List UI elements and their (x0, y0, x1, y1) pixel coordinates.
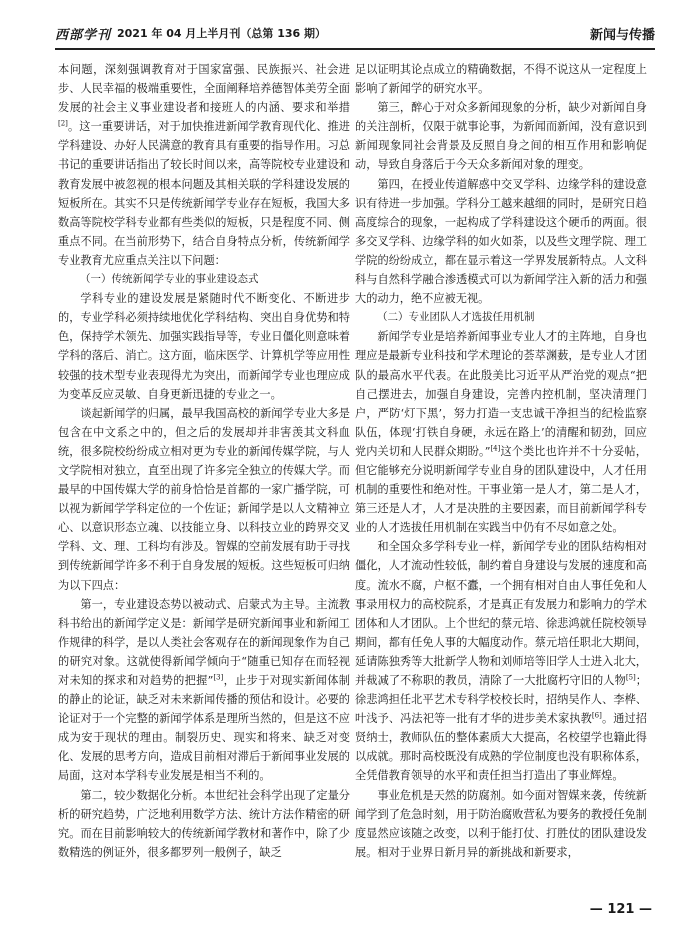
paragraph-text: 新闻学专业是培养新闻事业专业人才的主阵地，自身也理应是最新专业科技和学术理论的荟萃渊薮，是专业人才团队的最高水平代表。在此殷美比习近平从严治党的观点“把自己摆进去，加强自身建设，完善内控机制，坚决清理门户，严防‘灯下黑’，努力打造一支忠诚干净担当的纪检监察队伍，体现‘打铁自身硬，永远在路上’的清醒和韧劲，回应党内关切和人民群众期盼。” (355, 330, 647, 458)
body-paragraph (58, 60, 350, 270)
paragraph-text: 第一，专业建设态势以被动式、启蒙式为主导。主流教科书给出的新闻学定义是：新闻学是研究新闻事业和新闻工作规律的科学，是以人类社会客观存在的新闻现象作为自己的研究对象。这就使得新闻学倾向于“随重已知存在而轻视对未知的探求和对趋势的把握” (58, 597, 350, 687)
paragraph-text: 这个类比也许并不十分妥帖，但它能够充分说明新闻学专业自身的团队建设中，人才任用机制的重要性和绝对性。干事业第一是人才，第二是人才，第三还是人才，人才是决胜的主要因素，而目前新闻学科专业的人才选拔任用机制在实践当中仍有不尽如意之处。 (355, 444, 647, 535)
right-column (355, 60, 647, 862)
paragraph-text: 第四，在授业传道解惑中交叉学科、边缘学科的建设意识有待进一步加强。学科分工越来越细的同时，是研究日趋高度综合的现象，一起构成了学科建设这个硬币的两面。很多交叉学科、边缘学科的如火如荼，以及些文理学院、理工学院的纷纷成立，都在显示着这一学界发展新特点。人文科科与自然科学融合渗透模式可以为新闻学注入新的活力和强大的动力，绝不应被无视。 (355, 177, 647, 306)
paragraph-text: 本问题，深刻强调教育对于国家富强、民族振兴、社会进步、人民幸福的极端重要性，全面阐释培养德智体美劳全面发展的社会主义事业建设者和接班人的内涵、要求和举措 (58, 63, 350, 115)
paragraph-text: ；徐悲鸿担任北平艺术专科学校校长时，招纳吴作人、李桦、叶浅予、冯法祀等一批有才华的进步美术家执教 (355, 674, 647, 726)
left-column (58, 60, 350, 862)
section-heading: （一）传统新闻学专业的事业建设态式 (80, 273, 259, 286)
issue-info: 2021 年 04 月上半月刊（总第 136 期） (117, 27, 327, 40)
section-name: 新闻与传播 (589, 28, 655, 43)
citation-ref: [3] (213, 673, 224, 682)
body-paragraph (58, 404, 350, 595)
paragraph-text: ，止步于对现实新闻体制的静止的论证，缺乏对未来新闻传播的预估和设计。必要的论证对于一个完整的新闻学体系是理所当然的，但是这不应成为安于现状的理由。制裂历史、现实和将来、缺乏对变化、发展的思考方向，造成目前相对滞后于新闻事业发展的局面，这对本学科专业发展是相当不利的。 (58, 674, 350, 783)
body-paragraph (355, 60, 647, 98)
paragraph-text: 学科专业的建设发展是紧随时代不断变化、不断进步的，专业学科必须持续地优化学科结构、突出自身优势和特色，保持学术领先、加强实践指导等，专业日僵化则意味着学科的落后、消亡。这方面，临床医学、计算机学等应用性较强的技术型专业表现得尤为突出，而新闻学专业也理应成为变革反应灵敏、自身更新迅捷的专业之一。 (58, 292, 350, 401)
paragraph-text: 足以证明其论点成立的精确数据，不得不说这从一定程度上影响了新闻学的研究水平。 (355, 63, 647, 96)
paragraph-text: 。这一重要讲话，对于加快推进新闻学教育现代化、推进学科建设、办好人民满意的教育具有重要的指导作用。习总书记的重要讲话指出了较长时间以来，高等院校专业建设和教育发展中被忽视的根本问题及其相关联的学科建设发展的短板所在。其实不只是传统新闻学专业存在短板，我国大多数高等院校学科专业都有些类似的短板，只是程度不同、侧重点不同。在当前形势下，结合自身特点分析，传统新闻学专业教育尤应重点关注以下问题： (58, 120, 350, 267)
paragraph-text: 。通过招贤纳士，教师队伍的整体素质大大提高，名校望学也籍此得以成就。那时高校既没有成熟的学位制度也没有职称体系，全凭借教育领导的水平和责任担当打造出了事业辉煌。 (355, 712, 647, 783)
body-paragraph (355, 537, 647, 785)
section-heading: （二）专业团队人才选拔任用机制 (377, 311, 535, 324)
journal-logo: 西部学刊 (55, 28, 112, 43)
paragraph-text: 第二，较少数据化分析。本世纪社会科学出现了定量分析的研究趋势，广泛地利用数学方法、统计方法作精密的研究。而在目前影响较大的传统新闻学教材和著作中，除了少数精选的例证外，很多都罗列一般例子，缺乏 (58, 788, 350, 859)
running-header (55, 22, 655, 50)
paragraph-text: 事业危机是天然的防腐剂。如今面对智媒来袭，传统新闻学到了危急时刻，用于防治腐败营私为要务的教授任免制度显然应该随之改变，以利于能打仗、打胜仗的团队建设发展。相对于业界日新月异的新挑战和新要求， (355, 788, 647, 859)
body-paragraph (355, 175, 647, 309)
citation-ref: [2] (58, 119, 68, 128)
body-paragraph (355, 786, 647, 862)
body-paragraph (355, 327, 647, 537)
paragraph-text: 和全国众多学科专业一样，新闻学专业的团队结构相对僵化，人才流动性较低，制约着自身建设与发展的速度和高度。流水不腐，户枢不蠹，一个拥有相对自由人事任免和人事录用权力的高校院系，才是真正有发展力和影响力的学术团体和人才团队。上个世纪的蔡元培、徐悲鸿就任院校领导期间，都有任免人事的大幅度动作。蔡元培任职北大期间，延请陈独秀等大批新学人物和刘师培等旧学人士进入北大，并裁减了不称职的教员，清除了一大批腐朽守旧的人物 (355, 540, 647, 687)
citation-ref: [5] (625, 673, 636, 682)
body-paragraph (355, 98, 647, 174)
body-paragraph (58, 289, 350, 404)
citation-ref: [6] (591, 711, 602, 720)
body-paragraph (58, 595, 350, 786)
paragraph-text: 第三，醉心于对众多新闻现象的分析，缺少对新闻自身的关注剖析，仅限于就事论事，为新闻而新闻，没有意识到新闻现象同社会背景及反照自身之间的相互作用和影响促动，导致自身落后于今天众多新闻对象的理变。 (355, 101, 647, 172)
body-paragraph (58, 786, 350, 862)
paragraph-text: 谈起新闻学的归属，最早我国高校的新闻学专业大多是包含在中文系之中的，但之后的发展却并非害羡其文科血统，很多院校纷纷成立相对更为专业的新闻传媒学院，与人文学院相对独立，直至出现了许多完全独立的传媒大学。而最早的中国传媒大学的前身恰恰是首都的一家广播学院，可以视为新闻学学科定位的一个佐证；新闻学是以人文精神立心、以意识形态立魂、以技能立身、以科技立业的跨界交叉学科、文、理、工科均有涉及。智媒的空前发展有助于寻找到传统新闻学许多不利于自身发展的短板。这些短板可归纳为以下四点： (58, 406, 350, 592)
page-number: — 121 — (589, 902, 652, 917)
citation-ref: [4] (490, 444, 501, 453)
